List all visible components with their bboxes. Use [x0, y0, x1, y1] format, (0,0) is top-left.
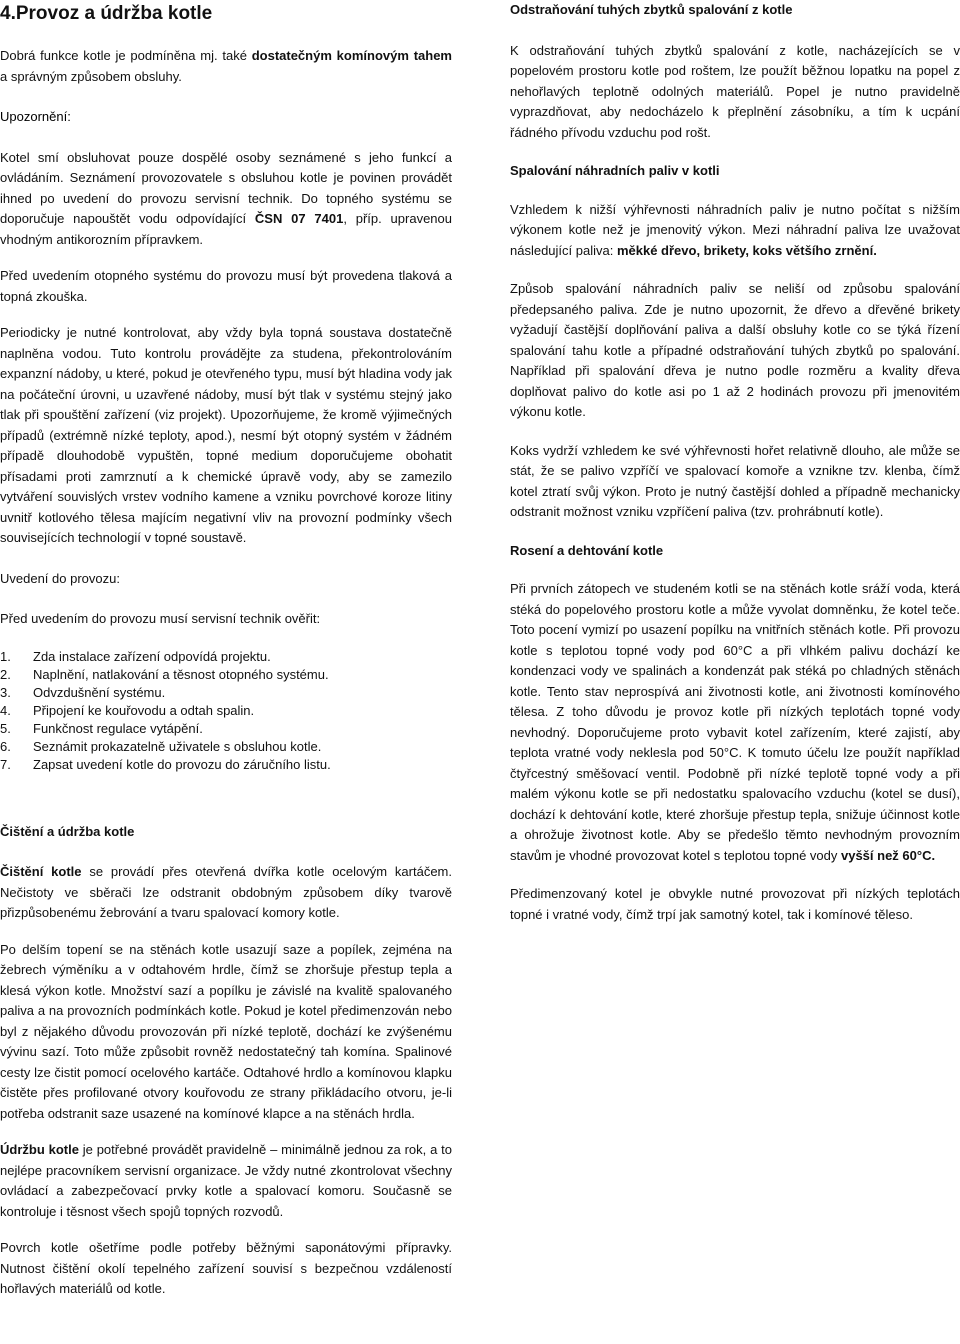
alt-fuels-text: Vzhledem k nižší výhřevnosti náhradních paliv je nutno počítat s nižším výkonem kotle než je jmenovitý výkon. Mezi náhradní paliva lze uvažovat následující paliva:: [510, 201, 960, 258]
intro-text-c: a správným způsobem obsluhy.: [0, 68, 182, 84]
warning-paragraph-1: [0, 148, 452, 251]
list-item-text: Funkčnost regulace vytápění.: [33, 720, 203, 736]
list-item-text: Zapsat uvedení kotle do provozu do záručního listu.: [33, 756, 331, 772]
cleaning-text: se provádí přes otevřená dvířka kotle ocelovým kartáčem. Nečistoty ve sběrači lze odstranit obdobným způsobem díky tvarově přizpůsobenému žebrování a tvaru spalovací komory kotle.: [0, 864, 453, 920]
page-title: 4.Provoz a údržba kotle: [0, 3, 213, 24]
list-item-number: 2.: [0, 666, 11, 682]
tar-heading: Rosení a dehtování kotle: [510, 542, 664, 558]
warning-text: Kotel smí obsluhovat pouze dospělé osoby seznámené s jeho funkcí a ovládáním. Seznámení provozovatele s obsluhou kotle je povinen provádět ihned po uvedení do provozu servisní technik. Do topného systému se doporučuje napouštět vodu odpovídající: [0, 149, 452, 226]
list-item-number: 4.: [0, 702, 11, 718]
warning-paragraph-2: Před uvedením otopného systému do provozu musí být provedena tlaková a topná zkouška.: [0, 268, 452, 304]
cleaning-heading: Čištění a údržba kotle: [0, 823, 135, 839]
right-column: [510, 0, 960, 925]
alt-fuels-paragraph-2: Způsob spalování náhradních paliv se neliší od způsobu spalování předepsaného paliva. Zde je nutno upozornit, že dřevo a dřevěné brikety vyžadují častější doplňování paliva a další obsluhy kotle co se týká řízení spalování tahu kotle a případné odstraňování tuhých zbytků po spalování. Například při spalování dřeva je nutno podle rozměru a kvality dřeva doplňovat palivo do kotle asi po 1 až 2 hodinách provozu při jmenovitém výkonu kotle.: [510, 281, 960, 419]
maintenance-term: Údržbu kotle: [0, 1142, 79, 1157]
maintenance-text: je potřebné provádět pravidelně – minimálně jednou za rok, a to nejlépe pracovníkem servisní organizace. Je vždy nutné zkontrolovat všechny ovládací a zabezpečovací prvky kotle a spalovací komoru. Současně se kontroluje i těsnost všech spojů topných rozvodů.: [0, 1142, 452, 1219]
list-item-text: Zda instalace zařízení odpovídá projektu.: [33, 648, 271, 664]
intro-text-a: Dobrá funkce kotle je podmíněna mj. také: [0, 48, 252, 63]
cleaning-paragraph-2: Po delším topení se na stěnách kotle usazují saze a popílek, zejména na žebrech výměníku a v odtahovém hrdle, čímž se zhoršuje přestup tepla a klesá výkon kotle. Množství sazí a popílku je závislé na kvalitě spalovaného paliva a na provozních podmínkách kotle. Pokud je kotel předimenzován nebo byl z nějakého důvodu provozován při nízké teplotě, dochází ke zvýšenému vývinu sazí. Toto může způsobit rovněž nedostatečný tah komína. Spalinové cesty lze čistit pomocí ocelového kartáče. Odtahové hrdlo a komínovou klapku čistěte přes profilované otvory kouřovodu ze strany přikládacího otvoru, je-li potřeba odstranit saze usazené na komínové klapce a na stěnách hrdla.: [0, 941, 452, 1121]
startup-heading: Uvedení do provozu:: [0, 570, 120, 586]
intro-text-bold: dostatečným komínovým tahem: [251, 48, 452, 63]
startup-checklist: [0, 648, 452, 774]
surface-paragraph: Povrch kotle ošetříme podle potřeby běžnými saponátovými přípravky. Nutnost čištění okolí tepelného zařízení souvisí s bezpečnou vzdáleností hořlavých materiálů od kotle.: [0, 1240, 452, 1296]
list-item-number: 1.: [0, 648, 11, 664]
alt-fuels-paragraph-3: Koks vydrží vzhledem ke své výhřevnosti hořet relativně dlouho, ale může se stát, že se palivo vzpříčí ve spalovací komoře a vznikne tzv. klenba, čímž kotel ztratí svůj výkon. Proto je nutný častější dohled a případně mechanicky odstranit možnost vzniku vzpříčení paliva (tzv. prohrábnutí kotle).: [510, 442, 960, 519]
tar-paragraph-2: Předimenzovaný kotel je obvykle nutné provozovat při nízkých teplotách topné i vratné vody, čímž trpí jak samotný kotel, tak i komínové těleso.: [510, 886, 960, 922]
alt-fuels-list: měkké dřevo, brikety, koks většího zrnění.: [616, 242, 877, 258]
warning-paragraph-3: Periodicky je nutné kontrolovat, aby vždy byla topná soustava dostatečně naplněna vodou. Tuto kontrolu provádějte za studena, překontrolováním expanzní nádoby, u které, pokud je otevřeného typu, musí být hladina vody jak na počáteční úrovni, u uzavřené nádoby, musí být tlak v systému stejný jako tlak při spouštění zařízení (viz projekt). Upozorňujeme, že kromě výjimečných případů (extrémně nízké teploty, apod.), nesmí být otopný systém v žádném případě dlouhodobě vypuštěn, topné medium doporučujeme obohatit přísadami proti zamrznutí a k chemické úpravě vody, aby se zamezilo vytváření souvislých vrstev vodního kamene a vzniku povrchové koroze litiny uvnitř kotlového tělesa majícím negativní vliv na provozní podmínky všech souvisejících technologií v topné soustavě.: [0, 325, 452, 545]
residue-paragraph: K odstraňování tuhých zbytků spalování z kotle, nacházejících se v popelovém prostoru kotle pod roštem, lze použít běžnou lopatku na popel z nehořlavých teplotně odolných materiálů. Popel je nutno pravidelně vyprazdňovat, aby nedocházelo k přeplnění zásobníku, a tím k ucpání řádného přívodu vzduchu pod rošt.: [510, 42, 960, 140]
warning-text-end: , příp. upravenou vhodným antikorozním přípravkem.: [0, 211, 452, 247]
startup-intro: Před uvedením do provozu musí servisní technik ověřit:: [0, 611, 321, 626]
list-item: [0, 684, 452, 702]
cleaning-term: Čištění kotle: [0, 864, 82, 879]
list-item-text: Seznámit prokazatelně uživatele s obsluhou kotle.: [33, 738, 322, 754]
warning-heading: Upozornění:: [0, 109, 71, 124]
standard-code: ČSN 07 7401: [254, 211, 344, 226]
list-item: [0, 702, 452, 720]
list-item-number: 7.: [0, 756, 11, 772]
list-item-text: Odvzdušnění systému.: [33, 684, 166, 700]
list-item-text: Připojení ke kouřovodu a odtah spalin.: [33, 702, 255, 718]
left-column: [0, 0, 452, 1300]
tar-paragraph-1: [510, 579, 960, 866]
list-item-number: 3.: [0, 684, 11, 700]
tar-text: Při prvních zátopech ve studeném kotli se na stěnách kotle sráží voda, která stéká do popelového prostoru kotle a může vyvolat domněnku, že kotel teče. Toto pocení vymizí po usazení popílku na vnitřních stěnách kotle. Při provozu kotle s teplotou topné vody pod 60°C a při vlhkém palivu dochází ke kondenzaci vody ve spalinách a kondenzát pak stéká po chladných stěnách kotle. Tento stav neprospívá ani životnosti kotle, ani životnosti komínového tělesa. Z toho důvodu je provoz kotle při nízkých teplotách topné vody nevhodný. Doporučujeme proto vybavit kotel zařízením, které zajistí, aby teplota vratné vody neklesla pod 50°C. K tomuto účelu lze použít například čtyřcestný směšovací ventil. Podobně při nízké teplotě topné vody a při malém výkonu kotle se při nedostatku spalovacího vzduchu (kotel se dusí), dochází k dehtování kotle, které zhoršuje přestup tepla, snižuje účinnost kotle a ohrožuje životnost kotle. Aby se předešlo těmto nevhodným provozním stavům je vhodné provozovat kotel s teplotou topné vody: [510, 581, 960, 863]
cleaning-paragraph-1: [0, 862, 452, 924]
list-item-text: Naplnění, natlakování a těsnost otopného systému.: [33, 666, 329, 682]
list-item-number: 6.: [0, 738, 11, 754]
tar-temperature: vyšší než 60°C.: [840, 847, 936, 863]
list-item: [0, 756, 452, 774]
list-item: [0, 666, 452, 684]
residue-heading: Odstraňování tuhých zbytků spalování z kotle: [510, 2, 793, 17]
alt-fuels-heading: Spalování náhradních paliv v kotli: [510, 163, 720, 178]
alt-fuels-paragraph-1: [510, 200, 960, 262]
list-item-number: 5.: [0, 720, 11, 736]
list-item: [0, 738, 452, 756]
list-item: [0, 648, 452, 666]
maintenance-paragraph: [0, 1140, 452, 1222]
list-item: [0, 720, 452, 738]
intro-paragraph: [0, 46, 452, 87]
